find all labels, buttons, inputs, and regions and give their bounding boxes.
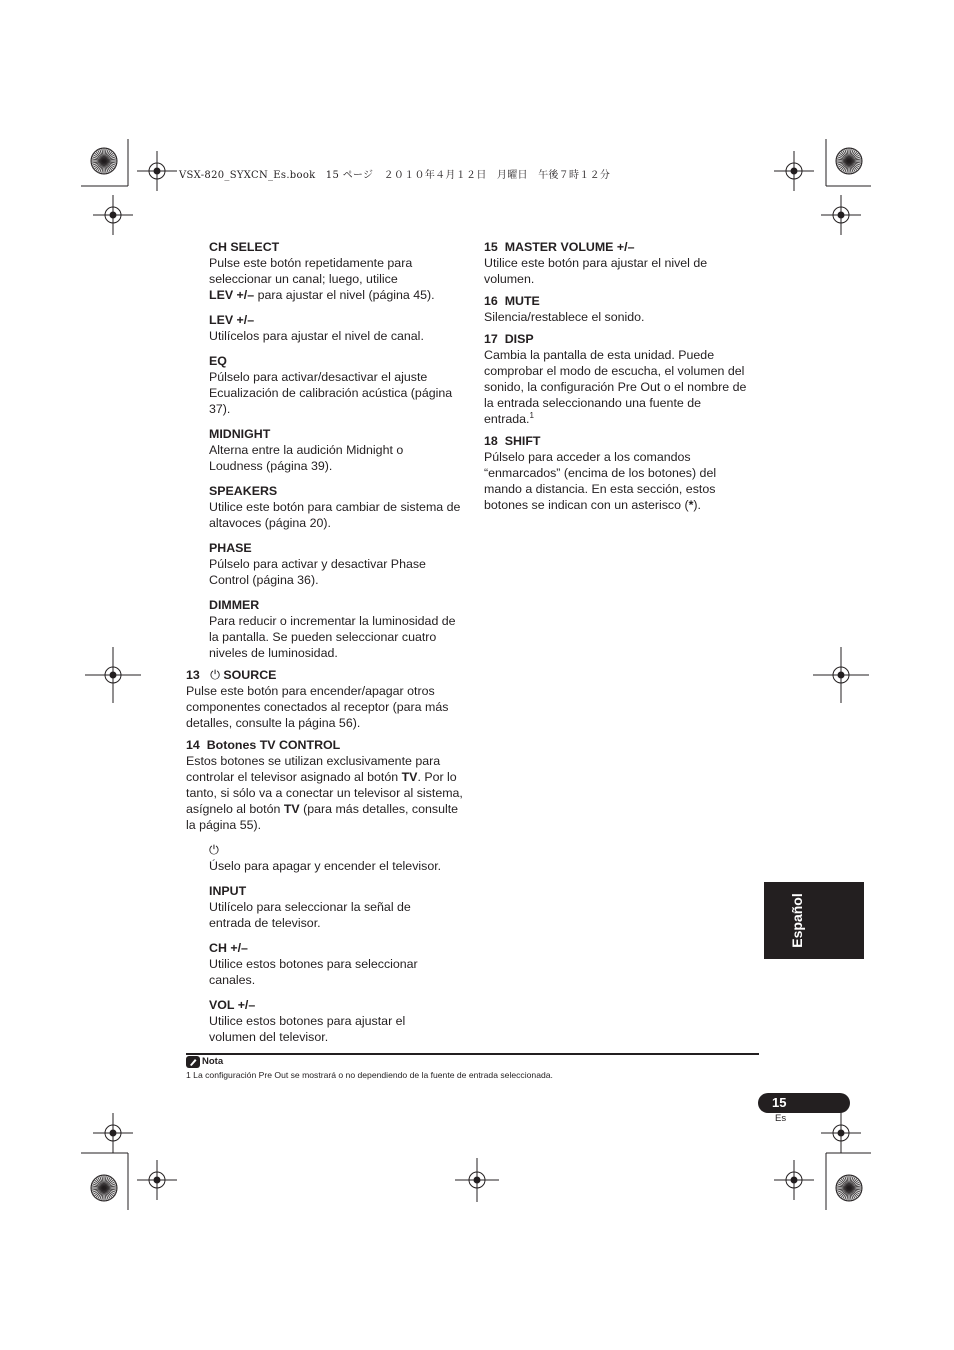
language-tab [764, 882, 864, 959]
shift-text-body: Púlselo para acceder a los comandos “enmarcados” (encima de los botones) del mando a distancia. En esta sección, estos botones se indican con un asterisco ( [484, 450, 717, 512]
master-volume-number: 15 [484, 240, 498, 254]
input-text: Utilícelo para seleccionar la señal de entrada de televisor. [209, 900, 411, 930]
page-number: 15 [772, 1095, 787, 1110]
midnight-text: Alterna entre la audición Midnight o Loudness (página 39). [209, 443, 404, 473]
section-lev [209, 312, 471, 344]
note-title: Nota [202, 1056, 224, 1067]
mute-number: 16 [484, 294, 498, 308]
book-file-header: VSX-820_SYXCN_Es.book 15 ページ ２０１０年４月１２日 月曜日 午後７時１２分 [179, 170, 611, 181]
mute-title: MUTE [504, 294, 540, 308]
language-tab-label: Español [789, 893, 805, 948]
section-master-volume [484, 239, 734, 287]
page-language-code: Es [775, 1113, 787, 1124]
tv-power-text: Úselo para apagar y encender el televisor. [209, 859, 442, 873]
section-vol [209, 997, 444, 1045]
section-speakers [209, 483, 464, 531]
note-footnote [186, 1069, 553, 1081]
master-volume-text: Utilice este botón para ajustar el nivel de volumen. [484, 256, 708, 286]
ch-text: Utilice estos botones para seleccionar canales. [209, 957, 418, 987]
section-tv-control [186, 737, 466, 833]
input-title: INPUT [209, 884, 247, 898]
disp-title: DISP [504, 332, 534, 346]
source-number: 13 [186, 668, 200, 682]
vol-title: VOL +/– [209, 998, 256, 1012]
section-disp [484, 331, 747, 427]
tv-control-number: 14 [186, 738, 200, 752]
tv-control-text [186, 753, 466, 833]
ch-select-text-3-rest: para ajustar el nivel (página 45). [254, 288, 435, 302]
disp-number: 17 [484, 332, 498, 346]
note-header [186, 1056, 553, 1068]
section-ch-select [209, 239, 471, 303]
section-dimmer [209, 597, 464, 661]
section-ch [209, 940, 444, 988]
disp-text [484, 347, 747, 427]
section-shift [484, 433, 742, 513]
note-block [186, 1056, 553, 1081]
shift-title-line [484, 433, 742, 449]
section-input [209, 883, 444, 931]
footnote-ref: 1 [529, 411, 534, 420]
phase-text: Púlselo para activar y desactivar Phase Control (página 36). [209, 557, 426, 587]
lev-title: LEV +/– [209, 313, 255, 327]
ch-select-text-1: Pulse este botón repetidamente para [209, 256, 413, 270]
shift-title: SHIFT [504, 434, 541, 448]
power-icon: ⏻ [210, 668, 220, 682]
tv-control-text-3: (para más detalles, consulte la página 55). [186, 802, 459, 832]
tv-control-title-line [186, 737, 466, 753]
tv-control-title: Botones TV CONTROL [206, 738, 341, 752]
note-text: La configuración Pre Out se mostrará o no dependiendo de la fuente de entrada seleccionada. [193, 1070, 553, 1080]
mute-text: Silencia/restablece el sonido. [484, 310, 645, 324]
dimmer-text: Para reducir o incrementar la luminosidad de la pantalla. Se pueden seleccionar cuatro niveles de luminosidad. [209, 614, 456, 660]
section-phase [209, 540, 454, 588]
left-column [186, 239, 471, 1045]
tv-control-text-1: Estos botones se utilizan exclusivamente para controlar el televisor asignado al botón [186, 754, 441, 784]
disp-text-body: Cambia la pantalla de esta unidad. Puede comprobar el modo de escucha, el volumen del sonido, la configuración Pre Out o el nombre de la entrada seleccionando una fuente de entrada. [484, 348, 747, 426]
note-number: 1 [186, 1070, 191, 1080]
tv-control-text-2: . Por lo tanto, si sólo va a conectar un televisor al sistema, asígnelo al botón [186, 770, 463, 816]
speakers-title: SPEAKERS [209, 484, 278, 498]
section-tv-power [209, 842, 471, 874]
section-midnight [209, 426, 439, 474]
phase-title: PHASE [209, 541, 252, 555]
ch-select-text-3 [209, 287, 471, 303]
section-mute [484, 293, 749, 325]
right-column [484, 239, 749, 513]
source-title-line [186, 667, 466, 683]
asterisk: * [688, 498, 694, 512]
ch-select-text-2: seleccionar un canal; luego, utilice [209, 272, 398, 286]
speakers-text: Utilice este botón para cambiar de sistema de altavoces (página 20). [209, 500, 461, 530]
section-source [186, 667, 466, 731]
source-text: Pulse este botón para encender/apagar otros componentes conectados al receptor (para más detalles, consulte la página 56). [186, 684, 449, 730]
master-volume-title-line [484, 239, 734, 255]
shift-text-end: ). [693, 498, 701, 512]
midnight-title: MIDNIGHT [209, 427, 271, 441]
mute-title-line [484, 293, 749, 309]
tv-power-icon: ⏻ [209, 843, 219, 857]
vol-text: Utilice estos botones para ajustar el volumen del televisor. [209, 1014, 406, 1044]
lev-text: Utilícelos para ajustar el nivel de canal. [209, 329, 424, 343]
source-title: SOURCE [223, 668, 277, 682]
eq-title: EQ [209, 354, 227, 368]
note-divider [186, 1053, 759, 1055]
disp-title-line [484, 331, 747, 347]
tv-button-label-2: TV [283, 802, 300, 816]
page-number-badge [758, 1093, 850, 1113]
section-eq [209, 353, 454, 417]
master-volume-title: MASTER VOLUME +/– [504, 240, 635, 254]
note-icon [186, 1056, 200, 1068]
shift-number: 18 [484, 434, 498, 448]
tv-button-label: TV [401, 770, 418, 784]
eq-text: Púlselo para activar/desactivar el ajuste Ecualización de calibración acústica (página 37). [209, 370, 453, 416]
ch-select-title: CH SELECT [209, 240, 280, 254]
lev-bold-label: LEV +/– [209, 288, 255, 302]
ch-title: CH +/– [209, 941, 248, 955]
shift-text [484, 449, 742, 513]
dimmer-title: DIMMER [209, 598, 260, 612]
